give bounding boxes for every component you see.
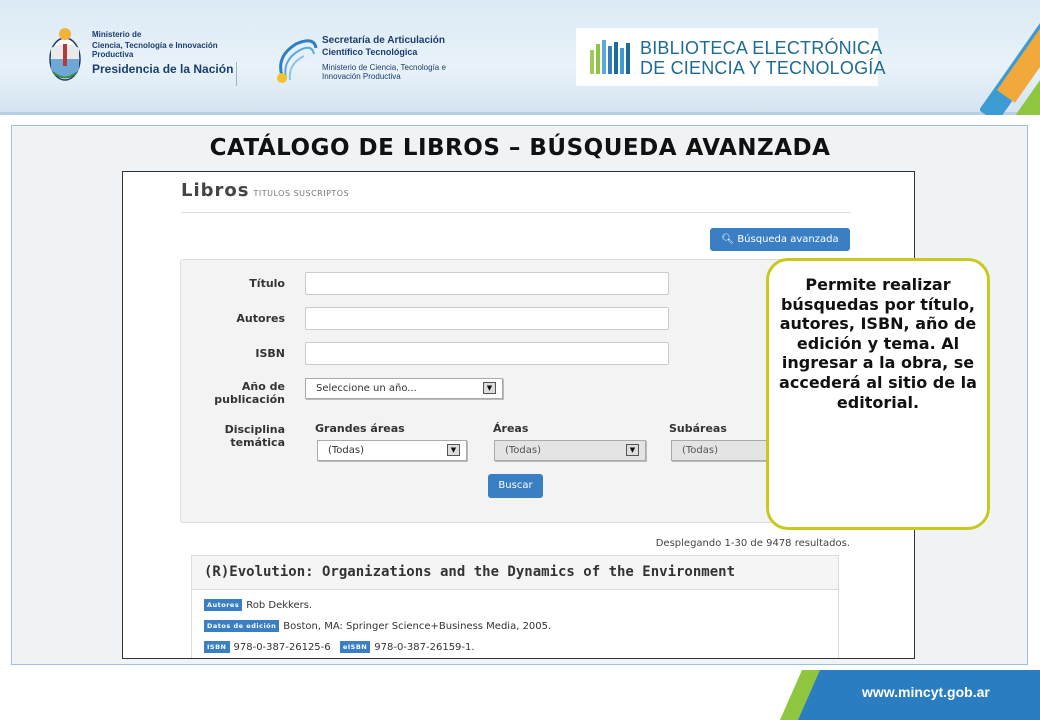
result-isbn (204, 641, 475, 653)
titulo-label: Título (249, 277, 285, 290)
secretaria-line1: Secretaría de Articulación (322, 35, 446, 46)
swirl-emblem-icon (274, 36, 320, 84)
biblioteca-line2: DE CIENCIA Y TECNOLOGÍA (640, 58, 886, 78)
secretaria-line3: Ministerio de Ciencia, Tecnología e Innovación Productiva (322, 63, 446, 81)
isbn-badge: ISBN (204, 641, 230, 653)
ministerio-line1: Ministerio de (92, 30, 142, 39)
advanced-search-button[interactable] (710, 228, 850, 251)
isbn-input[interactable] (305, 342, 669, 365)
buscar-button[interactable]: Buscar (488, 474, 543, 498)
grandes-areas-select[interactable] (317, 440, 467, 461)
chevron-down-icon: ▼ (447, 444, 460, 456)
logo-divider (236, 62, 237, 86)
ministerio-line2: Ciencia, Tecnología e Innovación Productiva (92, 41, 218, 59)
national-seal-icon (48, 26, 82, 84)
result-title[interactable]: (R)Evolution: Organizations and the Dynamics of the Environment (204, 564, 736, 580)
result-autores (204, 599, 312, 611)
footer-url: www.mincyt.gob.ar (862, 684, 990, 700)
edicion-badge: Datos de edición (204, 620, 279, 632)
edicion-value: Boston, MA: Springer Science+Business Media, 2005. (283, 621, 552, 632)
titulo-input[interactable] (305, 272, 669, 295)
secretaria-line2: Científico Tecnológica (322, 47, 418, 57)
anio-select[interactable] (305, 378, 503, 399)
page-heading (181, 180, 349, 201)
callout-box: Permite realizar búsquedas por título, autores, ISBN, año de edición y tema. Al ingresar a la obra, se accederá al sitio de la editorial. (766, 258, 990, 530)
page-heading-title: Libros (181, 180, 250, 201)
slide-title: CATÁLOGO DE LIBROS – BÚSQUEDA AVANZADA (209, 135, 831, 161)
secretaria-logo (274, 30, 474, 90)
ministerio-logo (48, 22, 248, 90)
autores-badge: Autores (204, 599, 242, 611)
disciplina-label-line2: temática (230, 436, 285, 449)
disciplina-label (195, 423, 285, 449)
areas-select[interactable] (494, 440, 646, 461)
advanced-search-label: Búsqueda avanzada (737, 234, 839, 245)
ministerio-line3: Presidencia de la Nación (92, 62, 234, 76)
heading-divider (181, 212, 851, 213)
decorative-stripes (980, 0, 1040, 115)
chevron-down-icon: ▼ (483, 382, 496, 394)
anio-label-line1: Año de (241, 380, 285, 393)
eisbn-badge: eISBN (340, 641, 370, 653)
anio-label (195, 380, 285, 406)
autores-input[interactable] (305, 307, 669, 330)
anio-select-value: Seleccione un año... (316, 383, 417, 394)
biblioteca-line1: BIBLIOTECA ELECTRÓNICA (640, 38, 883, 58)
autores-value: Rob Dekkers. (246, 600, 313, 611)
subareas-value: (Todas) (682, 445, 719, 456)
result-item[interactable] (191, 555, 839, 659)
isbn-label: ISBN (255, 347, 285, 360)
results-count: Desplegando 1-30 de 9478 resultados. (655, 538, 850, 549)
areas-value: (Todas) (505, 445, 542, 456)
anio-label-line2: publicación (214, 393, 285, 406)
result-edicion (204, 620, 551, 632)
disciplina-label-line1: Disciplina (224, 423, 285, 436)
advanced-search-form (180, 259, 852, 523)
eisbn-value: 978-0-387-26159-1. (374, 642, 475, 653)
areas-label: Áreas (493, 422, 529, 435)
grandes-areas-label: Grandes áreas (315, 422, 405, 435)
page-heading-subtitle: TITULOS SUSCRIPTOS (253, 189, 350, 198)
chevron-down-icon: ▼ (626, 444, 639, 456)
result-header (192, 556, 838, 590)
autores-label: Autores (236, 312, 285, 325)
bookshelf-bars-icon (590, 40, 634, 74)
isbn-value: 978-0-387-26125-6 (233, 642, 331, 653)
header-band (0, 0, 1040, 115)
biblioteca-logo (576, 28, 886, 86)
subareas-label: Subáreas (669, 422, 727, 435)
search-icon: 🔍︎ (721, 234, 735, 245)
grandes-areas-value: (Todas) (328, 445, 365, 456)
